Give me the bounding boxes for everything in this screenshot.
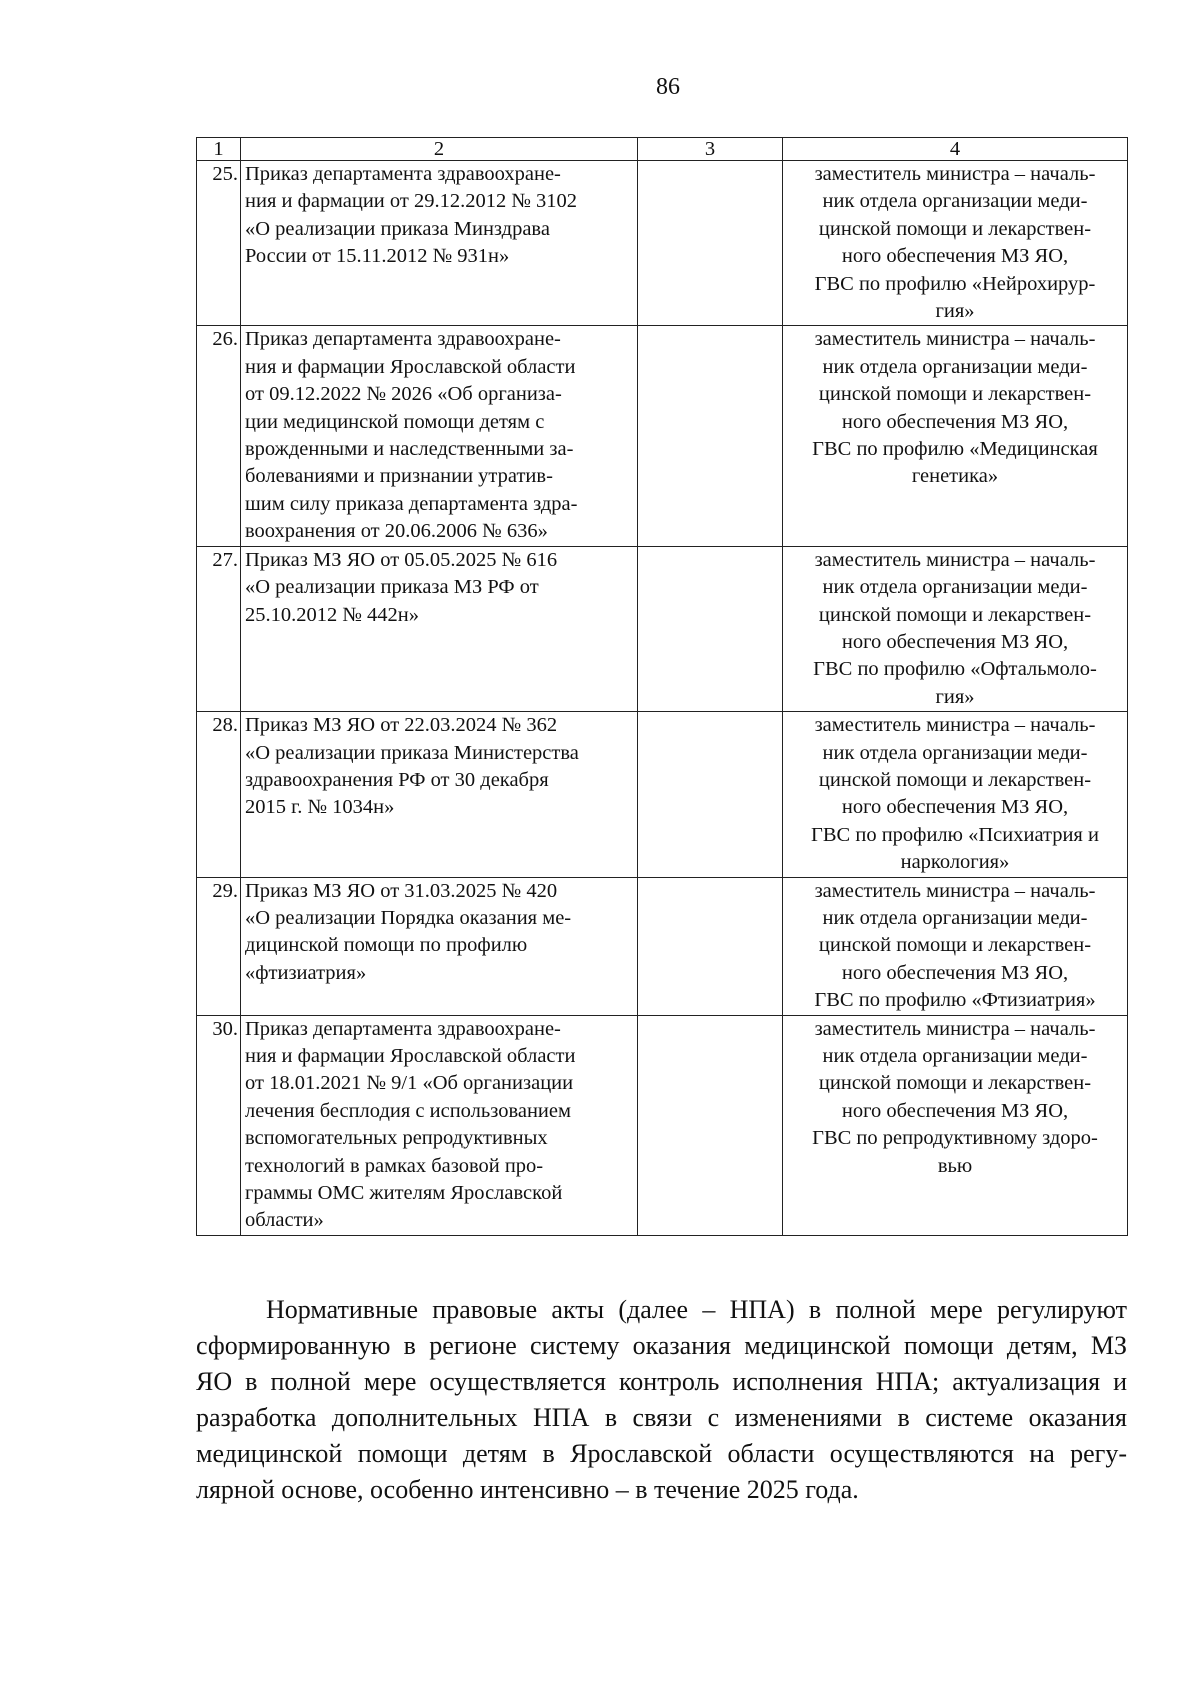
responsible-line: ГВС по профилю «Психиатрия и	[811, 823, 1099, 846]
empty-cell	[638, 161, 783, 326]
responsible-line: ного обеспечения МЗ ЯО,	[841, 961, 1069, 984]
row-number: 29.	[197, 877, 241, 1015]
document-title-line: области»	[245, 1209, 324, 1232]
document-title-line: Приказ департамента здравоохране-	[245, 1017, 561, 1040]
responsible-line: заместитель министра – началь-	[814, 163, 1096, 185]
responsible-cell	[783, 326, 1128, 546]
document-title-line: Приказ МЗ ЯО от 22.03.2024 № 362	[245, 714, 558, 737]
responsible-line: ГВС по профилю «Фтизиатрия»	[814, 989, 1096, 1012]
empty-cell	[638, 1015, 783, 1235]
document-title-line: ния и фармации Ярославской области	[245, 355, 576, 378]
responsible-line: цинской помощи и лекарствен-	[818, 934, 1092, 957]
document-title-cell	[241, 877, 638, 1015]
document-title-line: «фтизиатрия»	[245, 961, 367, 984]
row-number: 25.	[197, 161, 241, 326]
responsible-line: ник отдела организации меди-	[822, 741, 1088, 764]
document-title-line: здравоохранения РФ от 30 декабря	[245, 768, 549, 791]
document-title-line: технологий в рамках базовой про-	[245, 1154, 544, 1177]
summary-paragraph	[196, 1292, 1127, 1508]
responsible-cell	[783, 546, 1128, 711]
document-title-line: «О реализации приказа МЗ РФ от	[245, 576, 539, 599]
responsible-line: ник отдела организации меди-	[822, 906, 1088, 929]
document-title-line: 2015 г. № 1034н»	[245, 796, 395, 819]
row-number: 27.	[197, 546, 241, 711]
empty-cell	[638, 712, 783, 877]
document-title-line: России от 15.11.2012 № 931н»	[245, 245, 510, 268]
responsible-line: цинской помощи и лекарствен-	[818, 603, 1092, 626]
document-title-line: ния и фармации от 29.12.2012 № 3102	[245, 190, 578, 213]
responsible-line: заместитель министра – началь-	[814, 328, 1096, 351]
document-title-line: ния и фармации Ярославской области	[245, 1045, 576, 1067]
responsible-line: ного обеспечения МЗ ЯО,	[841, 796, 1069, 819]
responsible-line: цинской помощи и лекарствен-	[818, 217, 1092, 240]
table-row	[197, 877, 1128, 1015]
document-title-cell	[241, 161, 638, 326]
responsible-line: ник отдела организации меди-	[822, 190, 1088, 213]
document-title-line: от 18.01.2021 № 9/1 «Об организации	[245, 1072, 574, 1095]
responsible-line: вью	[937, 1154, 973, 1177]
document-title-line: вспомогательных репродуктивных	[245, 1127, 548, 1150]
document-title-cell	[241, 546, 638, 711]
column-header: 4	[783, 138, 1128, 161]
document-title-line: Приказ департамента здравоохране-	[245, 163, 561, 185]
document-title-line: «О реализации приказа Минздрава	[245, 217, 550, 240]
responsible-cell	[783, 712, 1128, 877]
document-title-cell	[241, 326, 638, 546]
responsible-line: ГВС по профилю «Офтальмоло-	[813, 658, 1097, 681]
table-row	[197, 1015, 1128, 1235]
document-title-line: «О реализации приказа Министерства	[245, 741, 579, 764]
responsible-line: цинской помощи и лекарствен-	[818, 383, 1092, 406]
row-number: 28.	[197, 712, 241, 877]
responsible-cell	[783, 877, 1128, 1015]
responsible-line: ГВС по профилю «Медицинская	[812, 438, 1098, 461]
paragraph-line: Нормативные правовые акты (далее – НПА) в полной мере регулируют	[266, 1295, 1127, 1324]
responsible-line: ник отдела организации меди-	[822, 576, 1088, 599]
responsible-line: цинской помощи и лекарствен-	[818, 1072, 1092, 1095]
paragraph-line: разработка дополнительных НПА в связи с изменениями в системе оказания	[196, 1403, 1127, 1432]
document-title-line: Приказ департамента здравоохране-	[245, 328, 561, 351]
column-header: 2	[241, 138, 638, 161]
document-title-line: Приказ МЗ ЯО от 31.03.2025 № 420	[245, 879, 558, 902]
table-row	[197, 161, 1128, 326]
document-title-line: «О реализации Порядка оказания ме-	[245, 906, 572, 929]
responsible-line: ного обеспечения МЗ ЯО,	[841, 630, 1069, 653]
document-title-line: ции медицинской помощи детям с	[245, 410, 545, 433]
responsible-line: заместитель министра – началь-	[814, 879, 1096, 902]
document-title-line: дицинской помощи по профилю	[245, 934, 528, 957]
document-title-line: граммы ОМС жителям Ярославской	[245, 1182, 563, 1205]
responsible-line: генетика»	[911, 465, 999, 488]
responsible-line: ного обеспечения МЗ ЯО,	[841, 1099, 1069, 1122]
responsible-line: ного обеспечения МЗ ЯО,	[841, 410, 1069, 433]
paragraph-line: ЯО в полной мере осуществляется контроль исполнения НПА; актуализация и	[196, 1367, 1127, 1396]
responsible-line: заместитель министра – началь-	[814, 548, 1096, 571]
row-number: 30.	[197, 1015, 241, 1235]
responsible-line: ГВС по профилю «Нейрохирур-	[814, 272, 1096, 295]
responsible-cell	[783, 1015, 1128, 1235]
column-header: 1	[197, 138, 241, 161]
document-title-line: болеваниями и признании утратив-	[245, 465, 553, 488]
table-header-row	[197, 138, 1128, 161]
responsible-line: гия»	[935, 685, 975, 708]
document-title-line: врожденными и наследственными за-	[245, 438, 574, 461]
page-number: 86	[656, 74, 680, 100]
responsible-line: ник отдела организации меди-	[822, 1045, 1088, 1067]
responsible-line: ного обеспечения МЗ ЯО,	[841, 245, 1069, 268]
responsible-line: цинской помощи и лекарствен-	[818, 768, 1092, 791]
responsible-line: гия»	[935, 300, 975, 323]
paragraph-line: сформированную в регионе систему оказания медицинской помощи детям, МЗ	[196, 1331, 1127, 1360]
empty-cell	[638, 546, 783, 711]
column-header: 3	[638, 138, 783, 161]
document-title-cell	[241, 1015, 638, 1235]
document-title-line: от 09.12.2022 № 2026 «Об организа-	[245, 383, 562, 406]
empty-cell	[638, 877, 783, 1015]
responsible-line: заместитель министра – началь-	[814, 1017, 1096, 1040]
table-row	[197, 326, 1128, 546]
document-title-line: 25.10.2012 № 442н»	[245, 603, 420, 626]
row-number: 26.	[197, 326, 241, 546]
empty-cell	[638, 326, 783, 546]
document-title-line: шим силу приказа департамента здра-	[245, 492, 578, 515]
table-row	[197, 712, 1128, 877]
responsible-line: наркология»	[900, 851, 1010, 874]
document-title-line: воохранения от 20.06.2006 № 636»	[245, 520, 548, 543]
document-title-cell	[241, 712, 638, 877]
responsible-line: заместитель министра – началь-	[814, 714, 1096, 737]
document-title-line: Приказ МЗ ЯО от 05.05.2025 № 616	[245, 548, 558, 571]
document-table	[196, 137, 1128, 1236]
responsible-line: ГВС по репродуктивному здоро-	[812, 1127, 1098, 1150]
responsible-cell	[783, 161, 1128, 326]
paragraph-line: лярной основе, особенно интенсивно – в течение 2025 года.	[196, 1475, 859, 1504]
responsible-line: ник отдела организации меди-	[822, 355, 1088, 378]
table-row	[197, 546, 1128, 711]
document-title-line: лечения бесплодия с использованием	[245, 1099, 571, 1122]
paragraph-line: медицинской помощи детям в Ярославской области осуществляются на регу-	[196, 1439, 1127, 1468]
